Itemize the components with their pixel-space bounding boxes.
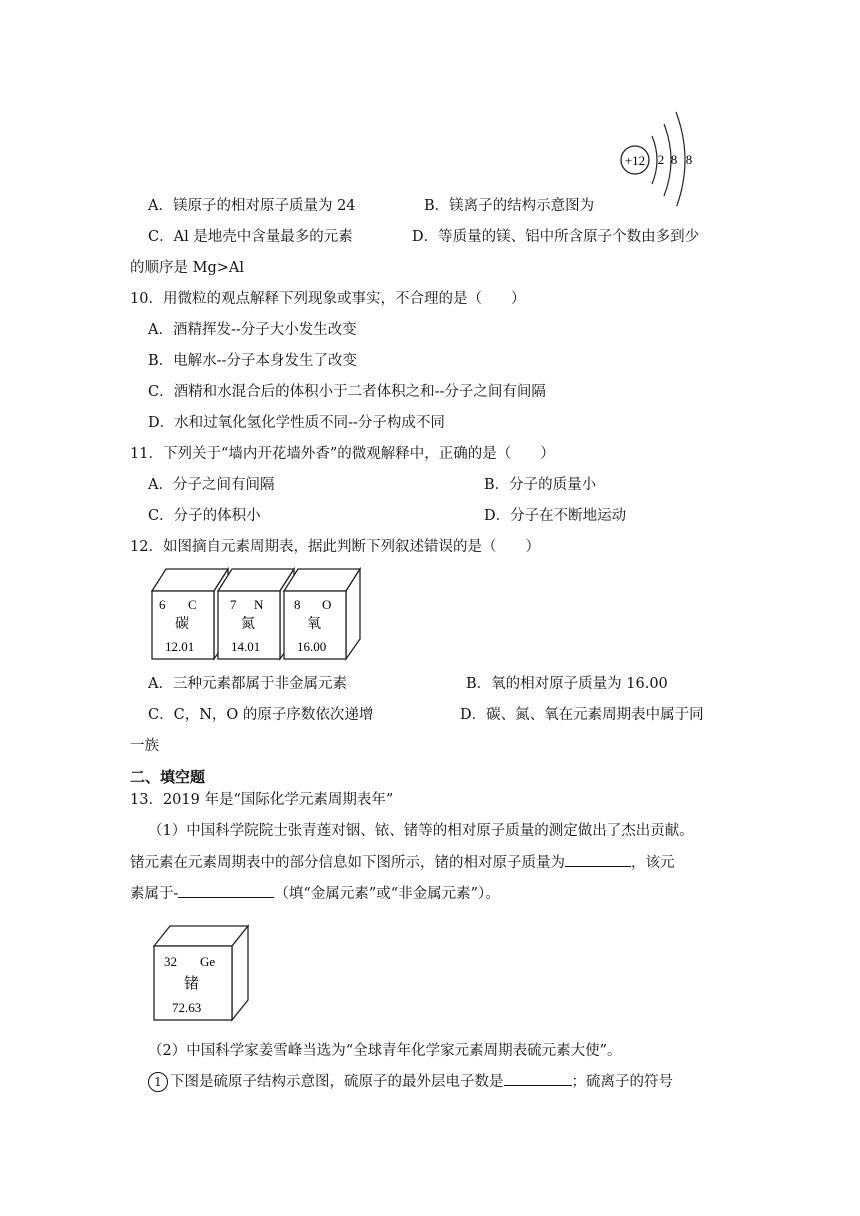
q10-stem: 10．用微粒的观点解释下列现象或事实，不合理的是（ ） [130,291,526,307]
q9-option-a: A．镁原子的相对原子质量为 24 [148,198,356,214]
answer-blank-ge-mass[interactable] [565,852,631,867]
nitrogen-symbol: N [254,597,264,612]
q13-sub1 [148,1071,673,1092]
shell-electrons-1: 2 [657,152,665,167]
circled-number-1: 1 [148,1072,168,1092]
oxygen-mass: 16.00 [297,639,327,654]
q9-option-c: C．Al 是地壳中含量最多的元素 [148,229,353,245]
q13-part2: （2）中国科学家姜雪峰当选为“全球青年化学家元素周期表硫元素大使”。 [148,1043,622,1059]
q11-option-b: B．分子的质量小 [484,477,597,493]
q13-part1-line3-text: 素属于- [130,886,179,902]
q13-part1-line2 [130,852,675,873]
q12-option-c: C．C，N，O 的原子序数依次递增 [148,707,374,723]
q10-option-d: D．水和过氧化氢化学性质不同--分子构成不同 [148,415,445,431]
ge-name: 锗 [184,976,200,992]
oxygen-symbol: O [322,597,332,612]
q10-option-b: B．电解水--分子本身发生了改变 [148,353,357,369]
q11-option-d: D．分子在不断地运动 [484,508,627,524]
nitrogen-mass: 14.01 [231,639,261,654]
magnesium-ion-structure-diagram [612,106,702,206]
q13-sub1-tail: ；硫离子的符号 [571,1074,673,1090]
oxygen-name: 氧 [307,617,321,632]
q12-option-d-continued: 一族 [130,738,159,754]
q12-option-a: A．三种元素都属于非金属元素 [148,676,347,692]
q13-part1-line1: （1）中国科学院院士张青莲对铟、铱、锗等的相对原子质量的测定做出了杰出贡献。 [148,823,694,839]
q13-part1-line3-tail: （填“金属元素”或“非金属元素”）。 [274,886,500,902]
carbon-symbol: C [188,597,197,612]
q12-stem: 12．如图摘自元素周期表，据此判断下列叙述错误的是（ ） [130,539,540,555]
element-tile-oxygen [284,569,360,659]
answer-blank-outer-electrons[interactable] [504,1071,572,1086]
answer-blank-element-type[interactable] [178,883,274,898]
q13-stem: 13．2019 年是“国际化学元素周期表年” [130,792,394,808]
q13-part1-line2-tail: ，该元 [631,855,675,871]
element-tile-carbon [152,569,228,659]
periodic-table-excerpt [148,565,368,665]
section-title-fill-in: 二、填空题 [130,768,206,786]
nucleus-charge: +12 [624,153,646,168]
nitrogen-name: 氮 [241,617,255,632]
oxygen-number: 8 [294,597,301,612]
ge-symbol: Ge [200,954,216,969]
q11-stem: 11．下列关于“墙内开花墙外香”的微观解释中，正确的是（ ） [130,446,555,462]
q11-option-c: C．分子的体积小 [148,508,261,524]
q9-option-b: B．镁离子的结构示意图为 [424,198,595,214]
q12-option-d: D．碳、氮、氧在元素周期表中属于同 [460,707,704,723]
q13-part1-line2-text: 锗元素在元素周期表中的部分信息如下图所示，锗的相对原子质量为 [130,855,565,871]
shell-electrons-3: 8 [685,152,693,167]
q13-part1-line3 [130,883,500,904]
shell-electrons-2: 8 [670,152,678,167]
q10-option-a: A．酒精挥发--分子大小发生改变 [148,322,357,338]
q11-option-a: A．分子之间有间隔 [148,477,275,493]
carbon-number: 6 [159,597,166,612]
element-tile-nitrogen [218,569,294,659]
q9-option-d-continued: 的顺序是 Mg>Al [130,260,244,276]
q13-sub1-text: 下图是硫原子结构示意图，硫原子的最外层电子数是 [170,1074,504,1090]
carbon-mass: 12.01 [165,639,195,654]
ge-number: 32 [164,954,177,969]
ge-mass: 72.63 [172,1000,202,1015]
q9-option-d: D．等质量的镁、铝中所含原子个数由多到少 [412,229,700,245]
q12-option-b: B．氧的相对原子质量为 16.00 [466,676,668,692]
q10-option-c: C．酒精和水混合后的体积小于二者体积之和--分子之间有间隔 [148,384,546,400]
carbon-name: 碳 [175,617,189,632]
nitrogen-number: 7 [230,597,237,612]
germanium-element-tile [150,924,254,1024]
